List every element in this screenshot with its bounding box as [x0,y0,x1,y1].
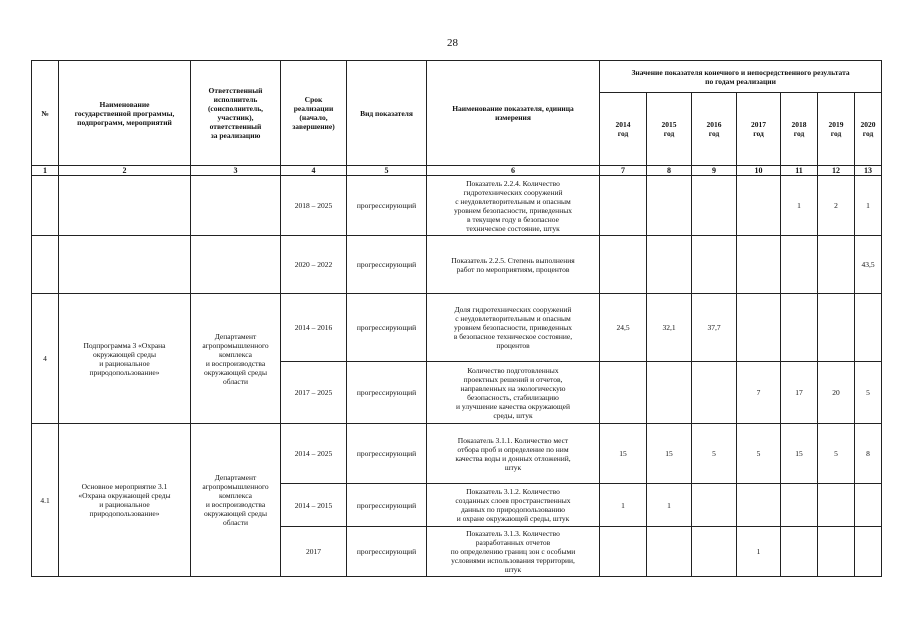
program-name-cell [59,236,191,294]
value-cell [855,484,882,527]
indicator-name-cell: Показатель 3.1.2. Количество созданных слоев пространственных данных по природопользованию и охране окружающей среды, штук [427,484,600,527]
table-row [32,176,882,236]
header-year: 2014 год [600,93,647,166]
value-cell [737,484,781,527]
value-cell [781,294,818,362]
value-cell [600,527,647,577]
header-year: 2018 год [781,93,818,166]
table-row [32,294,882,362]
value-cell [692,527,737,577]
table-row [32,236,882,294]
value-cell: 1 [855,176,882,236]
header-year: 2015 год [647,93,692,166]
page-number: 28 [447,37,458,49]
header-values-by-year: Значение показателя конечного и непосредственного результата по годам реализации [600,61,882,93]
column-number: 6 [427,166,600,176]
value-cell: 37,7 [692,294,737,362]
value-cell: 1 [600,484,647,527]
value-cell: 1 [737,527,781,577]
row-number-cell: 4.1 [32,424,59,577]
indicator-type-cell: прогрессирующий [347,362,427,424]
value-cell [600,236,647,294]
indicator-name-cell: Доля гидротехнических сооружений с неудовлетворительным и опасным уровнем безопасности, приведенных в безопасное техническое состояние, процентов [427,294,600,362]
term-cell: 2014 – 2025 [281,424,347,484]
value-cell: 5 [692,424,737,484]
column-numbers-row [32,166,882,176]
value-cell [818,527,855,577]
value-cell: 24,5 [600,294,647,362]
value-cell: 5 [737,424,781,484]
row-number-cell [32,176,59,236]
value-cell [647,176,692,236]
header-year: 2017 год [737,93,781,166]
value-cell [781,236,818,294]
value-cell: 2 [818,176,855,236]
value-cell [818,484,855,527]
value-cell [692,176,737,236]
column-number: 1 [32,166,59,176]
value-cell [855,294,882,362]
value-cell [818,236,855,294]
indicator-name-cell: Показатель 2.2.4. Количество гидротехнических сооружений с неудовлетворительным и опасным уровнем безопасности, приведенных в текущем году в безопасное техническое состояние, штук [427,176,600,236]
indicator-type-cell: прогрессирующий [347,236,427,294]
header-responsible: Ответственный исполнитель (соисполнитель, участник), ответственный за реализацию [191,61,281,166]
column-number: 2 [59,166,191,176]
value-cell: 17 [781,362,818,424]
column-number: 4 [281,166,347,176]
responsible-cell [191,236,281,294]
value-cell [692,236,737,294]
column-number: 11 [781,166,818,176]
column-number: 10 [737,166,781,176]
column-number: 3 [191,166,281,176]
header-term: Срок реализации (начало, завершение) [281,61,347,166]
value-cell [600,176,647,236]
value-cell [647,236,692,294]
indicator-type-cell: прогрессирующий [347,527,427,577]
indicators-table [31,60,882,577]
term-cell: 2017 – 2025 [281,362,347,424]
value-cell: 5 [818,424,855,484]
row-number-cell [32,236,59,294]
header-program-name: Наименование государственной программы, подпрограмм, мероприятий [59,61,191,166]
value-cell: 43,5 [855,236,882,294]
value-cell: 1 [647,484,692,527]
value-cell [647,362,692,424]
value-cell [855,527,882,577]
term-cell: 2018 – 2025 [281,176,347,236]
value-cell [737,236,781,294]
program-name-cell: Основное мероприятие 3.1 «Охрана окружающей среды и рациональное природопользование» [59,424,191,577]
value-cell [737,176,781,236]
value-cell: 15 [647,424,692,484]
value-cell: 32,1 [647,294,692,362]
value-cell: 5 [855,362,882,424]
value-cell [818,294,855,362]
table-row [32,424,882,484]
column-number: 5 [347,166,427,176]
header-year: 2020 год [855,93,882,166]
value-cell: 7 [737,362,781,424]
column-number: 7 [600,166,647,176]
column-number: 8 [647,166,692,176]
term-cell: 2017 [281,527,347,577]
responsible-cell: Департамент агропромышленного комплекса и воспроизводства окружающей среды области [191,294,281,424]
column-number: 13 [855,166,882,176]
indicator-name-cell: Показатель 3.1.1. Количество мест отбора проб и определение по ним качества воды и донных отложений, штук [427,424,600,484]
row-number-cell: 4 [32,294,59,424]
value-cell [737,294,781,362]
indicator-type-cell: прогрессирующий [347,176,427,236]
indicator-type-cell: прогрессирующий [347,294,427,362]
header-number: № [32,61,59,166]
value-cell: 1 [781,176,818,236]
value-cell: 8 [855,424,882,484]
value-cell [692,484,737,527]
program-name-cell [59,176,191,236]
value-cell [781,484,818,527]
header-indicator-type: Вид показателя [347,61,427,166]
header-year: 2016 год [692,93,737,166]
term-cell: 2020 – 2022 [281,236,347,294]
responsible-cell: Департамент агропромышленного комплекса и воспроизводства окружающей среды области [191,424,281,577]
indicator-name-cell: Показатель 3.1.3. Количество разработанных отчетов по определению границ зон с особыми условиями использования территории, штук [427,527,600,577]
value-cell: 20 [818,362,855,424]
term-cell: 2014 – 2016 [281,294,347,362]
indicator-type-cell: прогрессирующий [347,484,427,527]
indicator-name-cell: Количество подготовленных проектных решений и отчетов, направленных на экологическую безопасность, стабилизацию и улучшение качества окружающей среды, штук [427,362,600,424]
value-cell [781,527,818,577]
term-cell: 2014 – 2015 [281,484,347,527]
header-year: 2019 год [818,93,855,166]
column-number: 12 [818,166,855,176]
indicator-type-cell: прогрессирующий [347,424,427,484]
program-name-cell: Подпрограмма 3 «Охрана окружающей среды и рациональное природопользование» [59,294,191,424]
value-cell: 15 [781,424,818,484]
value-cell [600,362,647,424]
header-indicator-name: Наименование показателя, единица измерения [427,61,600,166]
responsible-cell [191,176,281,236]
column-number: 9 [692,166,737,176]
indicator-name-cell: Показатель 2.2.5. Степень выполнения работ по мероприятиям, процентов [427,236,600,294]
value-cell: 15 [600,424,647,484]
value-cell [647,527,692,577]
value-cell [692,362,737,424]
